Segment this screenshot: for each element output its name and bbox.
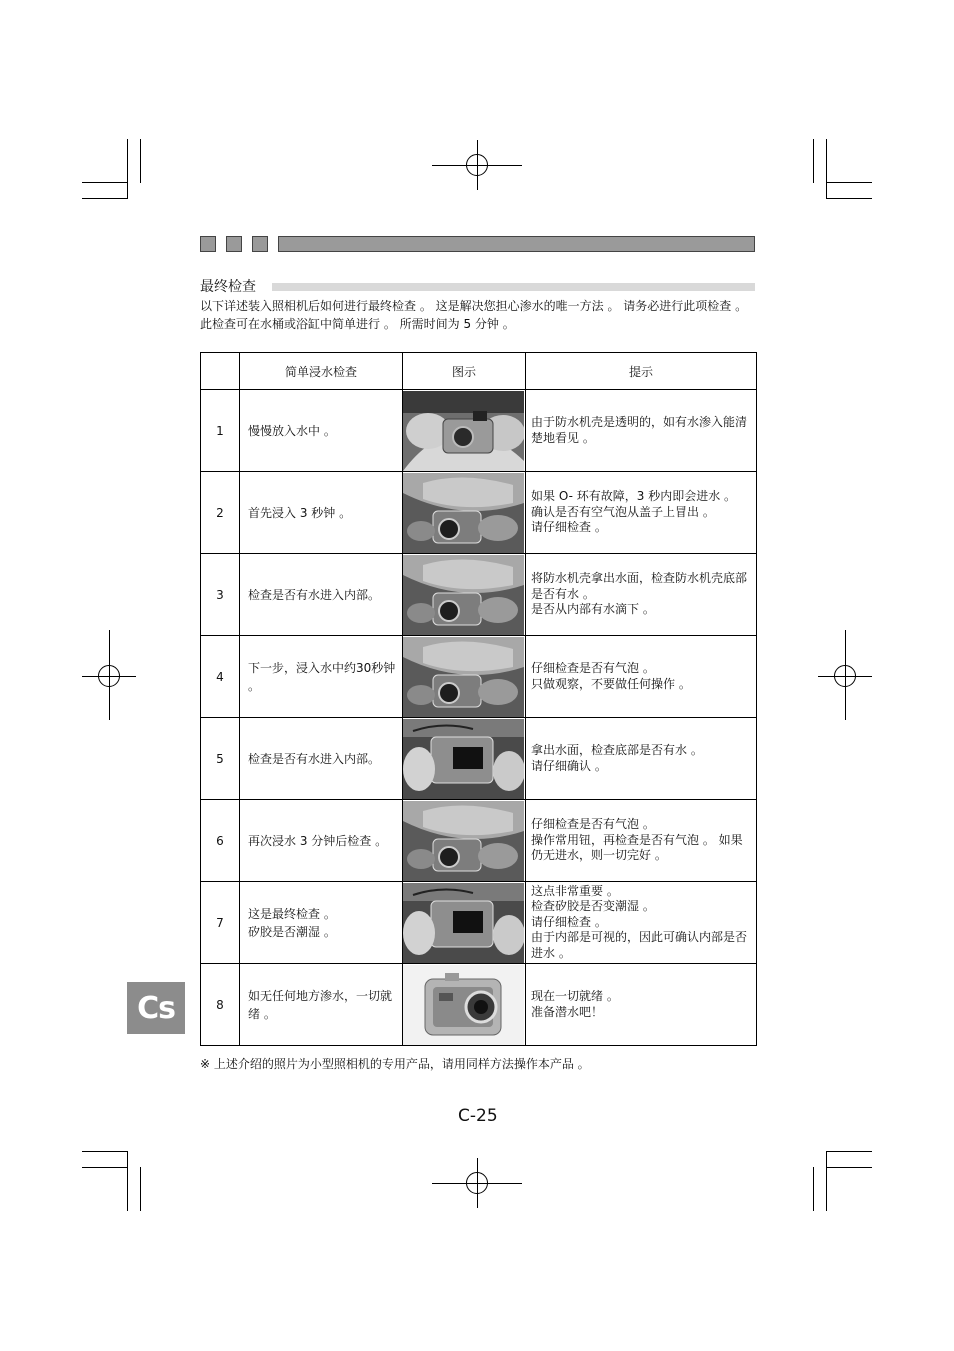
hint-cell: [526, 718, 757, 800]
camera-back-photo: [403, 883, 524, 963]
step-image-cell: [403, 964, 526, 1046]
step-number: 6: [201, 800, 240, 882]
table-header-row: [201, 353, 757, 390]
header-hint: 提示: [526, 353, 757, 390]
step-image-cell: [403, 882, 526, 964]
section-rule: [272, 283, 755, 291]
hint-cell: [526, 390, 757, 472]
table-row: [201, 964, 757, 1046]
table-row: [201, 636, 757, 718]
step-text: 慢慢放入水中 。: [240, 390, 403, 472]
step-number: 5: [201, 718, 240, 800]
header-num: [201, 353, 240, 390]
step-number: 4: [201, 636, 240, 718]
hint-line: 只做观察，不要做任何操作 。: [531, 676, 691, 691]
camera-underwater-photo: [403, 637, 524, 717]
step-text: 如无任何地方渗水，一切就绪 。: [240, 964, 403, 1046]
footnote: ※ 上述介绍的照片为小型照相机的专用产品，请用同样方法操作本产品 。: [200, 1057, 590, 1071]
camera-underwater-photo: [403, 801, 524, 881]
camera-in-hands-photo: [403, 391, 524, 471]
header-square-3: [252, 236, 268, 252]
step-text: 检查是否有水进入内部。: [240, 554, 403, 636]
step-text: 首先浸入 3 秒钟 。: [240, 472, 403, 554]
water-check-table: [200, 352, 757, 1046]
table-row: [201, 882, 757, 964]
hint-line: 将防水机壳拿出水面，检查防水机壳底部是否有水 。: [531, 571, 748, 601]
hint-cell: [526, 964, 757, 1046]
page-number: C-25: [458, 1106, 498, 1126]
hint-cell: [526, 800, 757, 882]
step-text: 检查是否有水进入内部。: [240, 718, 403, 800]
hint-line: 准备潜水吧！: [531, 1004, 604, 1019]
step-number: 7: [201, 882, 240, 964]
table-row: [201, 800, 757, 882]
step-image-cell: [403, 718, 526, 800]
hint-line: 如果 O- 环有故障，3 秒内即会进水 。: [531, 489, 737, 504]
header-bar: [278, 236, 755, 252]
hint-line: 这点非常重要 。: [531, 883, 619, 898]
hint-line: 由于内部是可视的，因此可确认内部是否进水 。: [531, 930, 748, 960]
header-square-2: [226, 236, 242, 252]
camera-underwater-photo: [403, 555, 524, 635]
intro-paragraph: 以下详述装入照相机后如何进行最终检查 。 这是解决您担心渗水的唯一方法 。 请务必进行此项检查 。 此检查可在水桶或浴缸中简单进行 。 所需时间为 5 分钟 。: [200, 299, 748, 331]
hint-line: 请仔细检查 。: [531, 914, 607, 929]
hint-cell: [526, 472, 757, 554]
hint-line: 请仔细检查 。: [531, 520, 607, 535]
step-number: 3: [201, 554, 240, 636]
step-number: 1: [201, 390, 240, 472]
step-image-cell: [403, 800, 526, 882]
language-tab: Cs: [127, 982, 185, 1034]
step-text: 这是最终检查 。 矽胶是否潮湿 。: [240, 882, 403, 964]
camera-back-photo: [403, 719, 524, 799]
step-image-cell: [403, 554, 526, 636]
step-text: 下一步，浸入水中约30秒钟 。: [240, 636, 403, 718]
header-image: 图示: [403, 353, 526, 390]
hint-line: 检查矽胶是否变潮湿 。: [531, 899, 655, 914]
step-number: 2: [201, 472, 240, 554]
hint-line: 是否从内部有水滴下 。: [531, 602, 655, 617]
table-row: [201, 554, 757, 636]
section-title: 最终检查: [200, 279, 256, 295]
table-row: [201, 390, 757, 472]
table-row: [201, 472, 757, 554]
hint-line: 仔细检查是否有气泡 。: [531, 817, 655, 832]
hint-cell: [526, 554, 757, 636]
hint-line: 仔细检查是否有气泡 。: [531, 661, 655, 675]
hint-line: 操作常用钮，再检查是否有气泡 。 如果仍无进水，则一切完好 。: [531, 832, 743, 863]
step-image-cell: [403, 472, 526, 554]
hint-line: 由于防水机壳是透明的，如有水渗入能清楚地看见 。: [531, 415, 748, 445]
camera-underwater-photo: [403, 473, 524, 553]
table-row: [201, 718, 757, 800]
camera-housing-photo: [403, 965, 524, 1045]
hint-line: 拿出水面，检查底部是否有水 。: [531, 743, 703, 757]
hint-line: 确认是否有空气泡从盖子上冒出 。: [531, 504, 715, 519]
header-square-1: [200, 236, 216, 252]
header-step: 简单浸水检查: [240, 353, 403, 390]
hint-line: 请仔细确认 。: [531, 758, 607, 773]
hint-line: 现在一切就绪 。: [531, 989, 619, 1003]
step-image-cell: [403, 636, 526, 718]
hint-cell: [526, 636, 757, 718]
hint-cell: [526, 882, 757, 964]
step-number: 8: [201, 964, 240, 1046]
step-image-cell: [403, 390, 526, 472]
step-text: 再次浸水 3 分钟后检查 。: [240, 800, 403, 882]
